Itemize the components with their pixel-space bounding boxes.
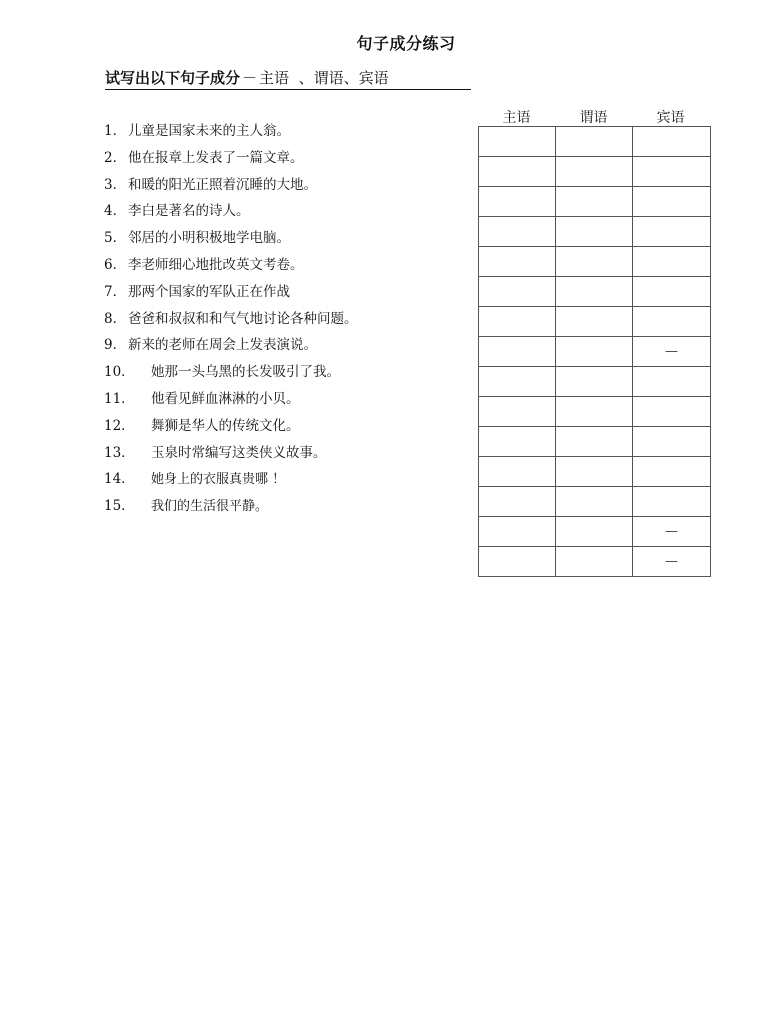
list-item (104, 359, 358, 386)
answer-cell-subject[interactable] (479, 127, 556, 157)
column-header-subject: 主语 (502, 110, 531, 126)
instruction-line (105, 67, 471, 90)
answer-cell-predicate[interactable] (556, 457, 633, 487)
list-item (104, 172, 358, 199)
table-row (479, 307, 711, 337)
table-row (479, 367, 711, 397)
answer-cell-predicate[interactable] (556, 217, 633, 247)
answer-cell-predicate[interactable] (556, 247, 633, 277)
answer-cell-object[interactable] (633, 487, 711, 517)
table-row (479, 397, 711, 427)
instruction-dash: － (242, 69, 258, 87)
answer-cell-subject[interactable] (479, 337, 556, 367)
instruction-predicate: 谓语 (313, 69, 344, 87)
sentence-text: 李白是著名的诗人。 (128, 203, 250, 220)
answer-cell-object[interactable]: — (633, 517, 711, 547)
table-row (479, 277, 711, 307)
sentence-text: 新来的老师在周会上发表演说。 (128, 337, 317, 354)
answer-cell-subject[interactable] (479, 307, 556, 337)
answer-cell-predicate[interactable] (556, 127, 633, 157)
sentence-number: 4． (104, 203, 127, 220)
table-row (479, 157, 711, 187)
answer-cell-subject[interactable] (479, 187, 556, 217)
sentence-text: 他看见鲜血淋淋的小贝。 (151, 390, 300, 407)
answer-cell-predicate[interactable] (556, 427, 633, 457)
sentence-number: 1． (104, 123, 127, 139)
answer-table-body (479, 127, 711, 577)
column-header-object: 宾语 (656, 110, 685, 126)
table-row (479, 427, 711, 457)
sentence-number: 7． (104, 283, 127, 300)
list-item (104, 440, 358, 467)
answer-cell-subject[interactable] (479, 517, 556, 547)
answer-cell-object[interactable]: — (633, 547, 711, 577)
sentence-number: 9． (104, 337, 127, 354)
answer-cell-object[interactable]: — (633, 337, 711, 367)
answer-cell-object[interactable] (633, 427, 711, 457)
list-item (104, 332, 358, 359)
answer-cell-object[interactable] (633, 127, 711, 157)
sentence-text: 和暖的阳光正照着沉睡的大地。 (128, 176, 317, 193)
page-title: 句子成分练习 (356, 34, 456, 53)
answer-cell-predicate[interactable] (556, 187, 633, 217)
answer-cell-predicate[interactable] (556, 367, 633, 397)
sentence-text: 她那一头乌黑的长发吸引了我。 (151, 364, 340, 381)
sentence-number: 11． (104, 390, 135, 407)
answer-cell-object[interactable] (633, 157, 711, 187)
table-row (479, 217, 711, 247)
list-item (104, 145, 358, 172)
table-row (479, 187, 711, 217)
table-row (479, 547, 711, 577)
answer-cell-subject[interactable] (479, 217, 556, 247)
answer-table (478, 126, 711, 577)
answer-cell-object[interactable] (633, 367, 711, 397)
sentence-number: 6． (104, 256, 127, 273)
table-row (479, 487, 711, 517)
sentence-text: 她身上的衣服真贵哪 ！ (151, 472, 286, 488)
sentence-number: 10． (104, 364, 135, 381)
answer-cell-subject[interactable] (479, 247, 556, 277)
answer-cell-subject[interactable] (479, 487, 556, 517)
answer-cell-object[interactable] (633, 397, 711, 427)
sentence-text: 邻居的小明积极地学电脑。 (128, 230, 290, 247)
instruction-sep-2: 、 (343, 69, 359, 87)
list-item (104, 198, 358, 225)
instruction-lead: 试写出以下句子成分 (105, 69, 241, 87)
answer-cell-object[interactable] (633, 457, 711, 487)
sentence-number: 8． (104, 310, 127, 327)
table-row (479, 127, 711, 157)
list-item (104, 493, 358, 520)
sentence-number: 13． (104, 444, 135, 461)
list-item (104, 118, 358, 145)
instruction-sep-1: 、 (298, 69, 314, 87)
answer-cell-object[interactable] (633, 217, 711, 247)
sentence-text: 李老师细心地批改英文考卷。 (128, 256, 304, 273)
list-item (104, 252, 358, 279)
answer-cell-predicate[interactable] (556, 307, 633, 337)
sentence-number: 2． (104, 149, 127, 166)
table-row (479, 517, 711, 547)
table-row (479, 457, 711, 487)
sentence-number: 3． (104, 176, 127, 193)
sentence-number: 5． (104, 230, 127, 247)
list-item (104, 225, 358, 252)
answer-cell-predicate[interactable] (556, 337, 633, 367)
answer-cell-subject[interactable] (479, 157, 556, 187)
column-header-predicate: 谓语 (579, 110, 608, 126)
sentence-list (104, 118, 358, 520)
sentence-text: 我们的生活很平静。 (151, 499, 269, 515)
answer-cell-subject[interactable] (479, 367, 556, 397)
answer-cell-predicate[interactable] (556, 487, 633, 517)
instruction-object: 宾语 (358, 69, 389, 87)
answer-cell-object[interactable] (633, 307, 711, 337)
list-item (104, 279, 358, 306)
table-row (479, 337, 711, 367)
list-item (104, 306, 358, 333)
answer-cell-subject[interactable] (479, 457, 556, 487)
answer-cell-predicate[interactable] (556, 397, 633, 427)
sentence-text: 儿童是国家未来的主人翁。 (128, 123, 290, 139)
answer-cell-predicate[interactable] (556, 517, 633, 547)
answer-cell-subject[interactable] (479, 397, 556, 427)
sentence-text: 他在报章上发表了一篇文章。 (128, 149, 304, 166)
answer-cell-object[interactable] (633, 277, 711, 307)
sentence-number: 15． (104, 498, 135, 515)
answer-cell-predicate[interactable] (556, 157, 633, 187)
answer-cell-object[interactable] (633, 187, 711, 217)
table-row (479, 247, 711, 277)
answer-cell-subject[interactable] (479, 277, 556, 307)
answer-cell-object[interactable] (633, 247, 711, 277)
list-item (104, 386, 358, 413)
sentence-text: 舞狮是华人的传统文化。 (151, 417, 300, 434)
answer-cell-predicate[interactable] (556, 277, 633, 307)
instruction-subject: 主语 (259, 69, 290, 87)
answer-cell-subject[interactable] (479, 427, 556, 457)
list-item (104, 413, 358, 440)
answer-cell-subject[interactable] (479, 547, 556, 577)
sentence-text: 那两个国家的军队正在作战 (128, 283, 290, 300)
sentence-number: 12． (104, 417, 135, 434)
list-item (104, 466, 358, 493)
sentence-text: 玉泉时常编写这类侠义故事。 (151, 444, 327, 461)
sentence-number: 14． (104, 471, 135, 488)
answer-cell-predicate[interactable] (556, 547, 633, 577)
sentence-text: 爸爸和叔叔和和气气地讨论各种问题。 (128, 310, 358, 327)
